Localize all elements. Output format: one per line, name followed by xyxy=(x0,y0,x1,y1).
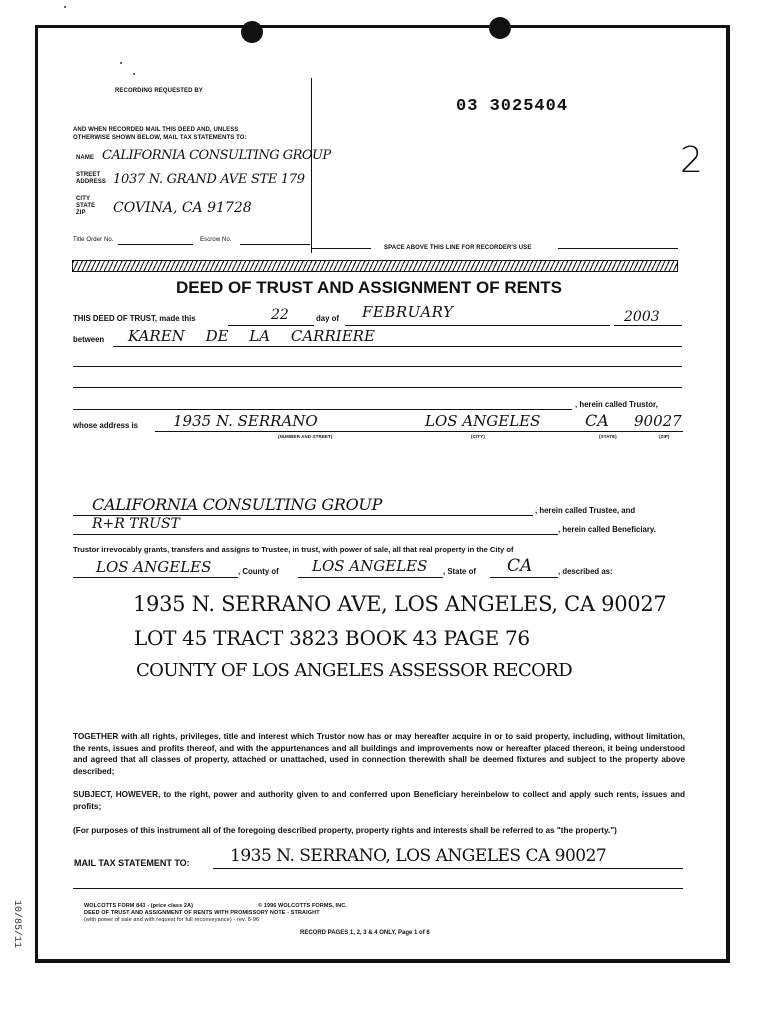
county-line xyxy=(298,577,443,578)
side-date-stamp: 10/85/11 xyxy=(11,900,22,949)
form-copyright: © 1996 WOLCOTTS FORMS, INC. xyxy=(258,903,347,909)
month-value: FEBRUARY xyxy=(362,303,454,321)
state-value: CA xyxy=(507,556,533,576)
trustor-name: KAREN DE LA CARRIERE xyxy=(128,327,375,345)
address-line xyxy=(155,431,683,432)
recording-requested-label: RECORDING REQUESTED BY xyxy=(115,88,203,94)
address-state: CA xyxy=(585,411,609,430)
herein-trustee-label: , herein called Trustee, and xyxy=(535,506,636,515)
recorder-document-number: 03 3025404 xyxy=(456,97,569,116)
title-order-label: Title Order No. xyxy=(73,237,114,243)
name-value: CALIFORNIA CONSULTING GROUP xyxy=(102,148,331,163)
month-line xyxy=(345,325,610,326)
address-zip: 90027 xyxy=(634,412,682,430)
address-city: LOS ANGELES xyxy=(425,412,541,430)
mail-tax-label: MAIL TAX STATEMENT TO: xyxy=(74,858,190,868)
name-label: NAME xyxy=(76,155,95,161)
description-line-1: 1935 N. SERRANO AVE, LOS ANGELES, CA 90027 xyxy=(133,592,667,616)
sub-city: (CITY) xyxy=(471,434,485,439)
trustor-line-3 xyxy=(73,387,682,388)
title-order-line xyxy=(118,244,193,245)
sub-zip: (ZIP) xyxy=(659,434,670,439)
year-value: 2003 xyxy=(624,309,660,325)
day-line xyxy=(228,325,314,326)
mail-instructions-line-2: OTHERWISE SHOWN BELOW, MAIL TAX STATEMENTS TO: xyxy=(73,135,247,141)
herein-beneficiary-label: , herein called Beneficiary. xyxy=(558,525,656,534)
made-this-label: THIS DEED OF TRUST, made this xyxy=(73,314,196,323)
city-of-line xyxy=(73,577,238,578)
record-pages-note: RECORD PAGES 1, 2, 3 & 4 ONLY, Page 1 of 6 xyxy=(300,930,430,936)
day-of-label: day of xyxy=(316,314,339,323)
county-of-label: , County of xyxy=(238,567,279,576)
form-subdescription: (with power of sale and with request for full reconveyance) - rev. 8-96 xyxy=(84,917,260,923)
document-page xyxy=(35,25,730,963)
city-value: COVINA, CA 91728 xyxy=(113,200,252,216)
between-label: between xyxy=(73,335,105,344)
trustee-name: CALIFORNIA CONSULTING GROUP xyxy=(92,495,383,514)
herein-trustor-label: , herein called Trustor, xyxy=(575,400,658,409)
recorder-space-line-right xyxy=(558,248,678,249)
form-number: WOLCOTTS FORM 843 - (price class 2A) xyxy=(84,903,194,909)
description-line-2: LOT 45 TRACT 3823 BOOK 43 PAGE 76 xyxy=(134,626,530,650)
scan-speck xyxy=(64,6,66,8)
trustor-line-2 xyxy=(73,366,682,367)
sub-number-street: (NUMBER AND STREET) xyxy=(278,434,333,439)
county-value: LOS ANGELES xyxy=(312,557,428,575)
street-value: 1037 N. GRAND AVE STE 179 xyxy=(113,172,305,187)
mail-tax-value: 1935 N. SERRANO, LOS ANGELES CA 90027 xyxy=(230,846,607,866)
form-description: DEED OF TRUST AND ASSIGNMENT OF RENTS WITH PROMISSORY NOTE - STRAIGHT xyxy=(84,910,320,916)
described-as-label: , described as: xyxy=(558,567,613,576)
description-line-3: COUNTY OF LOS ANGELES ASSESSOR RECORD xyxy=(136,660,573,681)
state-of-label: , State of xyxy=(443,567,476,576)
state-line xyxy=(490,577,558,578)
trustor-line-1 xyxy=(113,346,682,347)
escrow-label: Escrow No. xyxy=(200,237,232,243)
document-title: DEED OF TRUST AND ASSIGNMENT OF RENTS xyxy=(176,278,562,297)
city-of-value: LOS ANGELES xyxy=(96,558,212,576)
beneficiary-line xyxy=(73,534,558,535)
purposes-paragraph: (For purposes of this instrument all of the foregoing described property, property rights and interests shall be referred to as "the property.") xyxy=(73,826,617,835)
escrow-line xyxy=(240,244,310,245)
recorder-space-note: SPACE ABOVE THIS LINE FOR RECORDER'S USE xyxy=(384,245,532,251)
address-street: 1935 N. SERRANO xyxy=(173,412,318,430)
sub-state: (STATE) xyxy=(599,434,617,439)
header-divider xyxy=(311,78,312,253)
subject-paragraph: SUBJECT, HOWEVER, to the right, power and authority given to and conferred upon Beneficiary hereinbelow to collect and apply such rents, issues and profits; xyxy=(73,790,685,811)
day-value: 22 xyxy=(271,307,289,323)
together-paragraph: TOGETHER with all rights, privileges, title and interest which Trustor now has or may hereafter acquire in or to said property, including, without limitation, the rents, issues and profits thereof, and with the appurtenances and all buildings and improvements now or hereafter placed thereon, it being understood and agreed that all classes of property, attached or unattached, used in connection therewith shall be deemed fixtures and subject to the property above described; xyxy=(73,732,685,776)
street-label: STREET ADDRESS xyxy=(76,172,107,185)
city-label: CITY STATE ZIP xyxy=(76,196,96,216)
mail-instructions-line-1: AND WHEN RECORDED MAIL THIS DEED AND, UNLESS xyxy=(73,127,239,133)
footer-rule xyxy=(73,888,683,889)
beneficiary-name: R+R TRUST xyxy=(92,516,180,532)
grants-text: Trustor irrevocably grants, transfers and assigns to Trustee, in trust, with power of sale, all that real property in the City of xyxy=(73,545,514,554)
mail-tax-line xyxy=(213,868,683,869)
recorder-space-line-left xyxy=(311,248,371,249)
corner-handwritten-mark: 2 xyxy=(680,140,703,181)
year-line xyxy=(614,325,682,326)
whose-address-label: whose address is xyxy=(73,421,139,430)
trustor-line-4 xyxy=(73,409,572,410)
hatched-separator xyxy=(72,260,678,272)
